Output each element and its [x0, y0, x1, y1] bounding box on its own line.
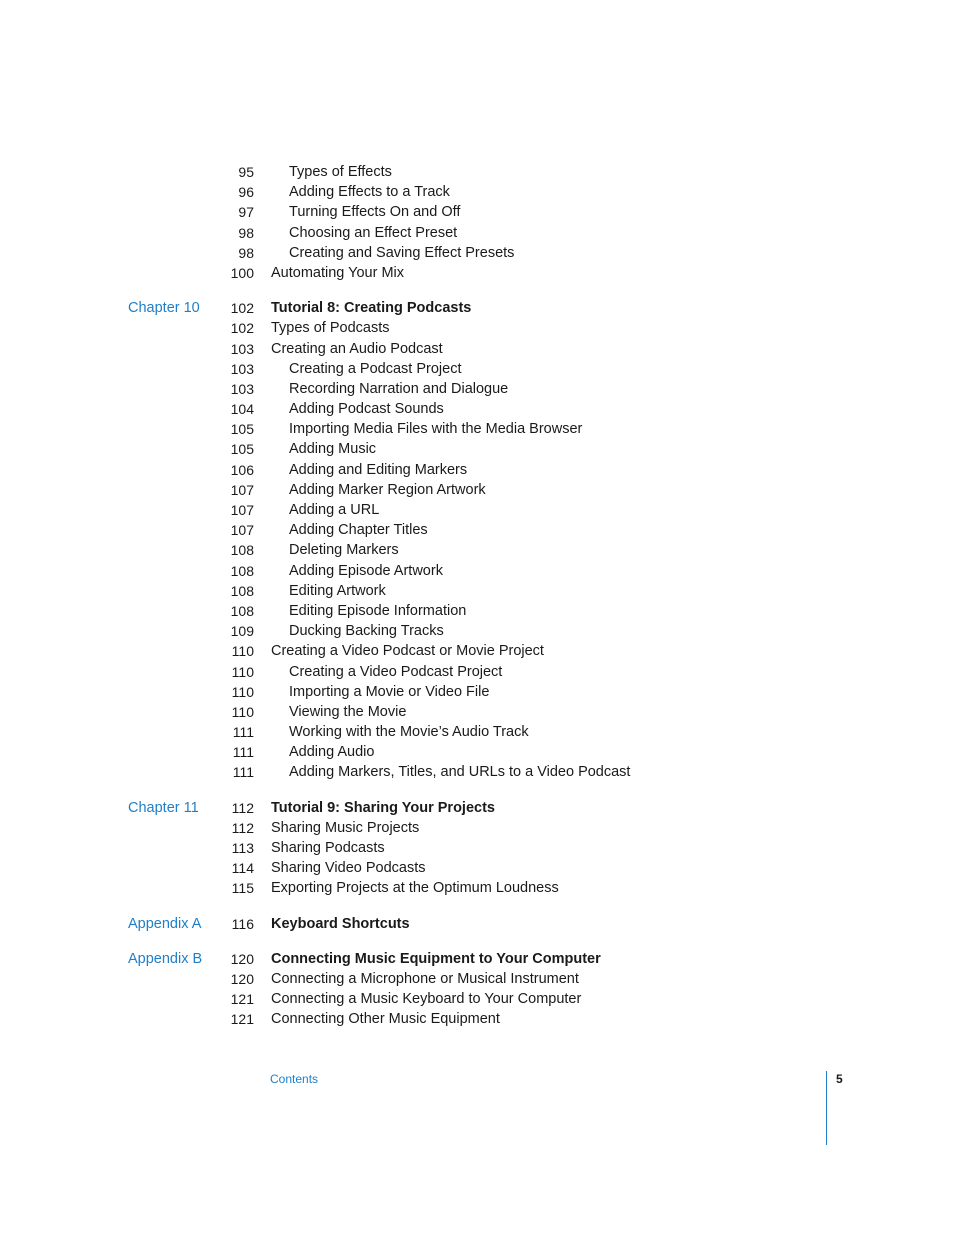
toc-entry[interactable] [0, 263, 954, 283]
toc-section [0, 914, 954, 934]
toc-entry[interactable] [0, 298, 954, 318]
toc-page-number: 113 [231, 840, 254, 856]
toc-entry[interactable] [0, 359, 954, 379]
toc-page-number: 121 [230, 1011, 254, 1028]
toc-page-number: 110 [231, 683, 254, 700]
toc-entry[interactable] [0, 520, 954, 540]
toc-entry[interactable] [0, 318, 954, 338]
toc-entry-title: Sharing Music Projects [271, 819, 420, 836]
toc-entry[interactable] [0, 949, 954, 969]
toc-entry-title: Creating a Video Podcast Project [289, 663, 503, 680]
toc-page-number: 116 [231, 915, 254, 932]
toc-entry[interactable] [0, 439, 954, 459]
toc-page-number: 120 [230, 970, 254, 987]
toc-section [0, 949, 954, 1030]
toc-page-number: 103 [230, 360, 254, 377]
toc-page-number: 112 [231, 819, 254, 836]
toc-page-number: 98 [238, 224, 254, 241]
toc-page-number: 108 [230, 602, 254, 619]
toc-page-number: 121 [230, 991, 254, 1008]
toc-entry-title: Editing Episode Information [289, 602, 467, 619]
toc-entry-title: Sharing Podcasts [271, 840, 385, 856]
toc-page-number: 111 [232, 764, 254, 781]
toc-entry[interactable] [0, 480, 954, 500]
toc-entry-title: Tutorial 9: Sharing Your Projects [271, 799, 495, 816]
footer-divider [826, 1071, 827, 1145]
toc-page-number: 107 [230, 481, 254, 498]
toc-page-number: 107 [230, 522, 254, 539]
toc-page-number: 100 [230, 264, 254, 281]
toc-entry[interactable] [0, 969, 954, 989]
toc-entry[interactable] [0, 339, 954, 359]
toc-entry-title: Creating an Audio Podcast [271, 340, 443, 357]
toc-entry[interactable] [0, 914, 954, 934]
toc-page-number: 108 [230, 582, 254, 599]
toc-entry[interactable] [0, 162, 954, 182]
toc-entry-title: Tutorial 8: Creating Podcasts [271, 300, 472, 317]
toc-entry-title: Creating a Video Podcast or Movie Project [271, 643, 544, 660]
toc-entry-title: Adding Marker Region Artwork [289, 481, 486, 498]
toc-page-number: 106 [230, 461, 254, 478]
toc-page-number: 107 [230, 502, 254, 518]
toc-entry[interactable] [0, 989, 954, 1009]
toc-entry[interactable] [0, 243, 954, 263]
toc-entry-title: Keyboard Shortcuts [271, 915, 410, 932]
toc-page-number: 102 [230, 320, 254, 337]
toc-page-number: 105 [230, 421, 254, 438]
toc-entry-title: Exporting Projects at the Optimum Loudness [271, 880, 559, 897]
toc-page-number: 111 [232, 744, 254, 761]
toc-page-number: 112 [231, 799, 254, 816]
toc-entry[interactable] [0, 641, 954, 661]
chapter-label[interactable]: Chapter 11 [128, 799, 199, 816]
toc-entry[interactable] [0, 682, 954, 702]
toc-page-number: 108 [230, 562, 254, 579]
toc-entry[interactable] [0, 818, 954, 838]
toc-page-number: 110 [231, 663, 254, 680]
toc-page-number: 96 [238, 184, 254, 201]
toc-entry[interactable] [0, 500, 954, 520]
toc-page-number: 102 [230, 300, 254, 317]
toc-entry-title: Connecting a Music Keyboard to Your Computer [271, 991, 582, 1008]
toc-page-number: 97 [238, 204, 254, 221]
toc-entry-title: Creating a Podcast Project [289, 360, 462, 377]
toc-entry[interactable] [0, 662, 954, 682]
toc-page-number: 98 [238, 244, 254, 261]
toc-entry[interactable] [0, 858, 954, 878]
toc-entry-title: Automating Your Mix [271, 264, 404, 281]
toc-entry-title: Adding Markers, Titles, and URLs to a Video Podcast [289, 764, 631, 781]
toc-page-number: 103 [230, 380, 254, 397]
toc-entry-title: Working with the Movie’s Audio Track [289, 724, 529, 741]
toc-entry-title: Editing Artwork [289, 582, 386, 599]
toc-page-number: 108 [230, 542, 254, 559]
toc-entry-title: Adding and Editing Markers [289, 461, 468, 478]
toc-entry[interactable] [0, 1009, 954, 1029]
chapter-label[interactable]: Appendix B [128, 950, 203, 967]
toc-entry[interactable] [0, 182, 954, 202]
toc-page-number: 114 [231, 860, 254, 877]
toc-entry-title: Adding Podcast Sounds [289, 401, 444, 418]
toc-entry-title: Adding Chapter Titles [289, 522, 428, 539]
toc-entry-title: Turning Effects On and Off [289, 204, 461, 221]
toc-entry[interactable] [0, 561, 954, 581]
toc-entry-title: Adding Audio [289, 744, 375, 761]
toc-page-number: 120 [230, 950, 254, 967]
toc-entry[interactable] [0, 621, 954, 641]
toc-entry-title: Ducking Backing Tracks [289, 623, 444, 640]
toc-entry-title: Sharing Video Podcasts [271, 860, 426, 877]
toc-entry[interactable] [0, 762, 954, 782]
toc-entry[interactable] [0, 419, 954, 439]
toc-entry[interactable] [0, 460, 954, 480]
toc-entry[interactable] [0, 581, 954, 601]
toc-entry[interactable] [0, 223, 954, 243]
toc-entry-title: Deleting Markers [289, 542, 399, 559]
toc-entry[interactable] [0, 798, 954, 818]
toc-page-number: 110 [231, 703, 254, 720]
toc-entry[interactable] [0, 722, 954, 742]
toc-entry-title: Adding Effects to a Track [289, 184, 450, 201]
table-of-contents [0, 162, 954, 1030]
toc-page-number: 104 [230, 401, 254, 418]
toc-entry-title: Connecting Other Music Equipment [271, 1011, 500, 1028]
toc-page-number: 115 [231, 880, 254, 897]
toc-entry[interactable] [0, 540, 954, 560]
chapter-label[interactable]: Appendix A [128, 915, 202, 932]
toc-page-number: 105 [230, 441, 254, 458]
toc-entry-title: Adding Episode Artwork [289, 562, 443, 579]
toc-section [0, 162, 954, 283]
toc-page-number: 110 [231, 643, 254, 660]
toc-section [0, 798, 954, 899]
toc-entry-title: Choosing an Effect Preset [289, 224, 458, 241]
toc-page-number: 103 [230, 340, 254, 357]
toc-entry-title: Types of Effects [289, 164, 392, 180]
toc-entry-title: Types of Podcasts [271, 320, 390, 337]
toc-entry-title: Recording Narration and Dialogue [289, 380, 509, 397]
toc-entry[interactable] [0, 838, 954, 858]
toc-entry[interactable] [0, 202, 954, 222]
toc-section [0, 298, 954, 783]
footer-section-label: Contents [270, 1072, 319, 1086]
toc-entry-title: Creating and Saving Effect Presets [289, 244, 515, 261]
toc-entry-title: Adding Music [289, 441, 377, 458]
toc-entry[interactable] [0, 379, 954, 399]
toc-page-number: 95 [238, 164, 254, 180]
toc-entry-title: Adding a URL [289, 502, 380, 518]
chapter-label[interactable]: Chapter 10 [128, 300, 200, 317]
toc-entry-title: Importing Media Files with the Media Browser [289, 421, 583, 438]
toc-entry[interactable] [0, 399, 954, 419]
toc-entry[interactable] [0, 742, 954, 762]
toc-entry[interactable] [0, 878, 954, 898]
toc-entry-title: Viewing the Movie [289, 703, 407, 720]
toc-entry[interactable] [0, 702, 954, 722]
footer-page-number: 5 [836, 1072, 843, 1086]
toc-entry-title: Importing a Movie or Video File [289, 683, 490, 700]
toc-entry-title: Connecting Music Equipment to Your Computer [271, 950, 601, 967]
toc-entry[interactable] [0, 601, 954, 621]
toc-entry-title: Connecting a Microphone or Musical Instrument [271, 970, 579, 987]
toc-page-number: 109 [230, 623, 254, 640]
toc-page-number: 111 [232, 724, 254, 741]
